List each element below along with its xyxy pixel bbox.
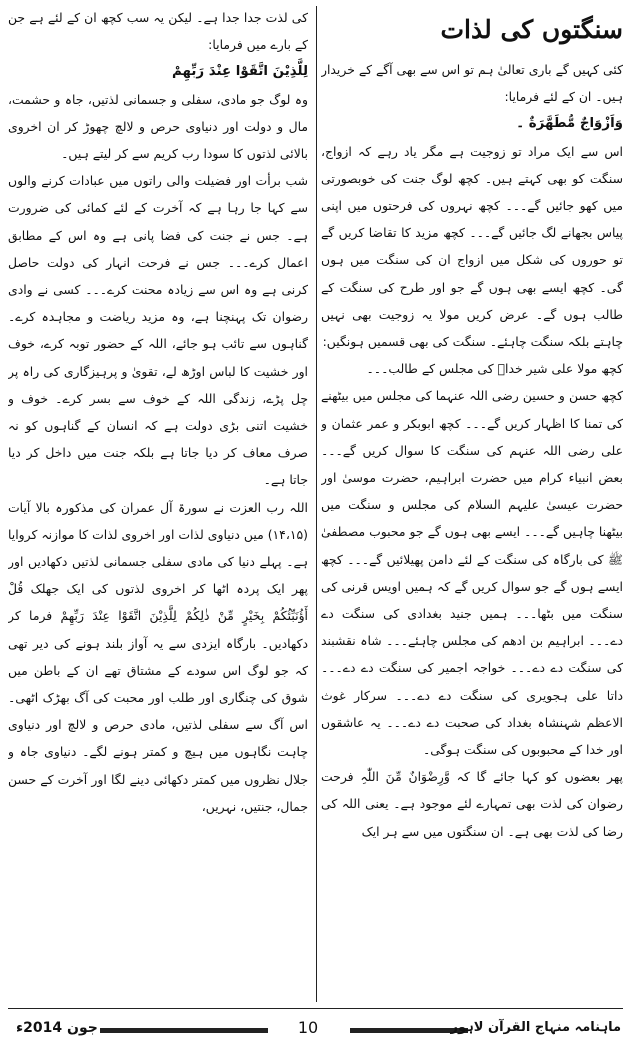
right-column xyxy=(321,4,623,1004)
paragraph: پھر بعضوں کو کہا جائے گا کہ وَّرِضْوَانٌ مِّنَ اللّٰہِ فرحت رضوان کی لذت بھی تمہارے لئے موجود ہے۔ یعنی اللہ کی رضا کی لذت بھی ہے۔ ان سنگتوں میں سے ہر ایک xyxy=(321,769,623,839)
page-number: 10 xyxy=(297,1018,319,1037)
paragraph: کئی کہیں گے باری تعالیٰ ہم تو اس سے بھی آگے کے خریدار ہیں۔ ان کے لئے فرمایا: xyxy=(321,62,623,105)
article-title: سنگتوں کی لذات xyxy=(440,15,623,44)
quran-verse: وَاَزْوَاجٌ مُّطَهَّرَةٌ ۔ xyxy=(516,116,623,132)
left-column xyxy=(8,4,308,1004)
magazine-name: ماہنامہ منہاج القرآن لاہور xyxy=(450,1020,621,1035)
paragraph: کچھ مولا علی شیر خداؑ کی مجلس کے طالب۔۔۔ xyxy=(366,361,623,377)
issue-date: جون 2014ء xyxy=(16,1020,98,1036)
quran-verse: لِلَّذِيْنَ اتَّقَوْا عِنْدَ رَبِّهِمْ xyxy=(172,64,308,80)
paragraph: کی لذت جدا جدا ہے۔ لیکن یہ سب کچھ ان کے لئے ہے جن کے بارے میں فرمایا: xyxy=(8,10,308,53)
paragraph: اس سے ایک مراد تو زوجیت ہے مگر یاد رہے کہ ازواج، سنگت کو بھی کہتے ہیں۔ کچھ لوگ جنت کی خوبصورتی میں کھو جائیں گے۔۔۔ کچھ نہروں کی فرحتوں میں اپنی پیاس بجھانے لگ جائیں گے۔۔۔ کچھ مزید کا تقاضا کریں گے تو حوروں کی شکل میں ازواج ان کی سنگت میں ہوں گی۔ کچھ ایسے بھی ہوں گے جو اور طرح کی سنگت کے طالب ہوں گے۔ عرض کریں مولا یہ زوجیت بھی نہیں چاہتے بلکہ سنگت چاہئے۔ سنگت کی بھی قسمیں ہونگیں: xyxy=(321,143,623,350)
footer-rule xyxy=(8,1008,623,1009)
paragraph: شب برأت اور فضیلت والی راتوں میں عبادات کرنے والوں سے کہا جا رہا ہے کہ آخرت کے لئے کمائی کی ضرورت ہے۔ جس نے جنت کی فضا پانی ہے وہ اس کے مطابق اعمال کرے۔۔۔ جس نے فرحت انہار کی دولت حاصل کرنی ہے وہ اس سے زیادہ محنت کرے۔۔۔ کسی نے وادی رضوان تک پہنچنا ہے، وہ مزید ریاضت و مجاہدہ کرے۔ گناہوں سے تائب ہو جائے، اللہ کے حضور توبہ کرے، خوف اور خشیت کا لباس اوڑھ لے، تقویٰ و پرہیزگاری کی راہ پر چل پڑے، زندگی اللہ کے خوف سے بسر کرے۔ خوف و خشیت اتنی بڑی دولت ہے کہ انسان کے گناہوں کو نہ صرف معاف کر دیا جاتا ہے بلکہ جنت میں داخل کر دیا جاتا ہے۔ xyxy=(8,173,308,488)
paragraph: اللہ رب العزت نے سورۃ آل عمران کی مذکورہ بالا آیات (۱۴،۱۵) میں دنیاوی لذات اور اخروی لذات کا موازنہ کروایا ہے۔ پہلے دنیا کی مادی سفلی جسمانی لذتیں دکھادیں اور پھر ایک پردہ اٹھا کر اخروی لذتوں کی ایک جھلک قُلْ أَؤُنَبِّئُكُمْ بِخَيْرٍ مِّنْ ذٰلِكُمْ لِلَّذِيْنَ اتَّقَوْا عِنْدَ رَبِّهِمْ فرما کر دکھادیں۔ بارگاہ ایزدی سے یہ آواز بلند ہونے کی دیر تھی کہ جو لوگ اس سودے کے مشتاق تھے ان کے باطن میں شوق کی چنگاری اور طلب اور محبت کی آگ بھڑک اٹھی۔ اس آگ سے سفلی لذتیں، مادی حرص و لالچ اور دنیاوی چاہت نگاہوں میں ہیچ و کمتر ہونے لگے۔ دنیاوی جاہ و جلال نظروں میں کمتر دکھائی دینے لگا اور آخرت کے حسن جمال، جنتیں، نہریں، xyxy=(8,499,308,814)
right-column-body xyxy=(321,56,623,845)
paragraph: وہ لوگ جو مادی، سفلی و جسمانی لذتیں، جاہ و حشمت، مال و دولت اور دنیاوی حرص و لالچ چھوڑ کر ان اخروی بالائی لذتوں کا سودا رب کریم سے کر لیتے ہیں۔ xyxy=(8,91,308,162)
left-column-body xyxy=(8,4,308,820)
paragraph: کچھ حسن و حسین رضی اللہ عنہما کی مجلس میں بیٹھنے کی تمنا کا اظہار کریں گے۔۔۔ کچھ ابوبکر و عمر عثمان و علی رضی اللہ عنہم کی سنگت کا سوال کریں گے۔۔۔ بعض انبیاء کرام میں حضرت ابراہیم، حضرت موسیٰ اور حضرت عیسیٰ علیہم السلام کی مجلس و سنگت میں بیٹھنا چاہیں گے۔۔۔ ایسے بھی ہوں گے جو محبوب مصطفیٰ ﷺ کی بارگاہ کی سنگت کے لئے دامن پھیلائیں گے۔۔۔ کچھ ایسے ہوں گے جو سوال کریں گے کہ ہمیں اویس قرنی کی سنگت میں بٹھا۔۔۔ ہمیں جنید بغدادی کی سنگت دے دے۔۔۔ ابراہیم بن ادھم کی مجلس چاہئے۔۔۔ شاہ نقشبند کی سنگت دے دے۔۔۔ خواجہ اجمیر کی سنگت دے دے۔۔۔ داتا علی ہجویری کی سنگت دے دے۔۔۔ سرکار غوث الاعظم شہنشاہ بغداد کی صحبت دے دے۔۔۔ یہ عاشقوں اور خدا کے محبوبوں کی سنگت ہوگی۔ xyxy=(321,388,623,758)
page-footer xyxy=(8,1014,623,1044)
column-divider xyxy=(316,6,317,1002)
footer-bar-left xyxy=(100,1028,268,1033)
